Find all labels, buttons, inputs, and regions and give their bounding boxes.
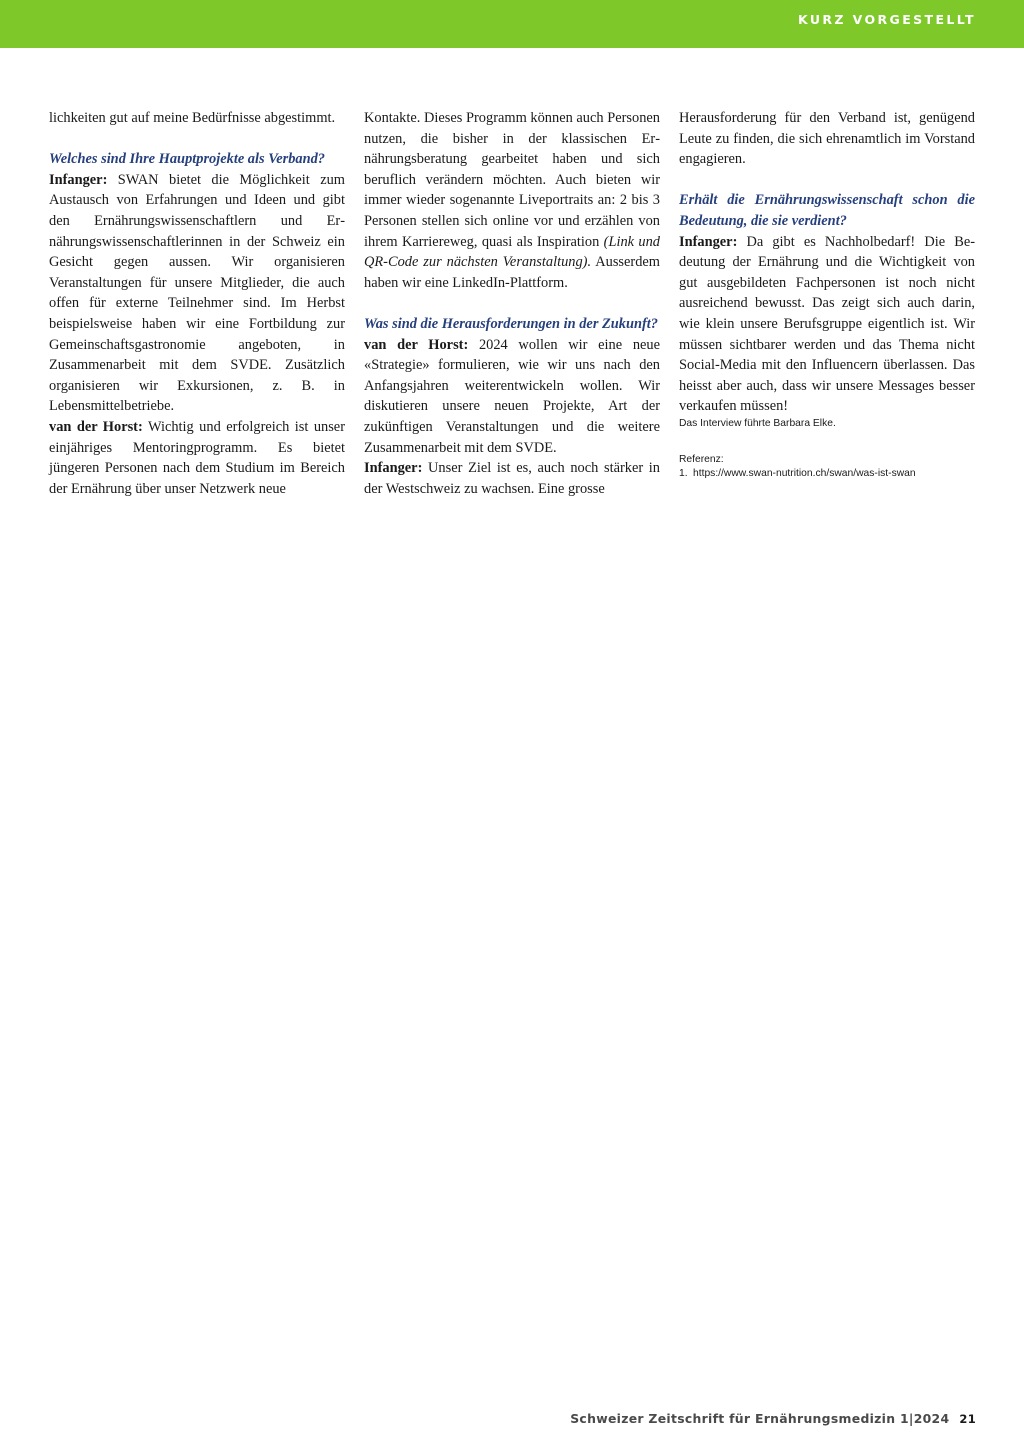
answer-text: Unser Ziel ist es, auch noch stärker in der Westschweiz zu wachsen. Eine grosse <box>364 460 660 497</box>
interview-question: Welches sind Ihre Hauptprojekte als Verband? <box>49 151 325 168</box>
answer-paragraph <box>49 417 345 499</box>
journal-title: Schweizer Zeitschrift für Ernährungsmedizin 1|2024 <box>570 1411 950 1426</box>
paragraph <box>364 108 660 293</box>
paragraph-text: Ausserdem haben wir eine LinkedIn-Plattform. <box>364 254 660 291</box>
speaker-name: van der Horst: <box>364 336 469 353</box>
answer-paragraph <box>364 458 660 499</box>
page-number: 21 <box>959 1412 976 1426</box>
reference-link[interactable]: https://www.swan-nutrition.ch/swan/was-ist-swan <box>693 467 916 479</box>
speaker-name: Infanger: <box>679 233 738 250</box>
interview-question: Erhält die Ernährungswissenschaft schon die Bedeutung, die sie verdient? <box>679 192 975 229</box>
answer-text: 2024 wollen wir eine neue «Strategie» formulieren, wie wir uns nach den Anfangsjahren weiterentwickeln wollen. Wir diskutieren unsere neuen Projekte, Art der zukünftigen Veranstaltungen und die weitere Zusammenarbeit mit dem SVDE. <box>364 336 660 456</box>
references <box>679 453 975 481</box>
answer-paragraph <box>364 335 660 459</box>
paragraph: lichkeiten gut auf meine Bedürfnisse abgestimmt. <box>49 110 336 126</box>
header-bar <box>0 0 1024 48</box>
speaker-name: Infanger: <box>49 171 108 188</box>
answer-paragraph <box>679 232 975 417</box>
reference-item <box>679 467 975 481</box>
references-title: Referenz: <box>679 453 724 465</box>
text-column-2 <box>364 108 660 499</box>
paragraph-italic: (Link und QR-Code zur nächsten Veranstaltung). <box>364 233 660 271</box>
answer-text: Wichtig und erfolgreich ist unser einjähriges Mentoringprogramm. Es bietet jüngeren Personen nach dem Studium im Bereich der Ernährung über unser Netzwerk neue <box>49 418 345 497</box>
speaker-name: Infanger: <box>364 460 423 477</box>
page-footer <box>570 1411 976 1426</box>
paragraph-text: Kontakte. Dieses Programm können auch Personen nutzen, die bisher in der klassischen Ernährungsberatung gearbeitet haben und sich beruflich verändern möchten. Auch bieten wir immer wieder sogenannte Liveportraits an: 2 bis 3 Personen stellen sich online vor und erzählen von ihrem Karriereweg, quasi als Inspiration <box>364 110 660 250</box>
section-label: KURZ VORGESTELLT <box>797 12 976 27</box>
text-column-3 <box>679 108 975 481</box>
answer-text: Da gibt es Nachholbedarf! Die Bedeutung der Ernährung und die Wichtigkeit von gut ausgebildeten Fachpersonen ist noch nicht ausreichend bewusst. Das zeigt sich auch darin, wie klein unsere Berufsgruppe eigentlich ist. Wir müssen sichtbarer werden und das Thema nicht Social-Media mit den Influencern überlassen. Das heisst aber auch, dass wir unsere Messages besser verkaufen müssen! <box>679 233 975 415</box>
interview-question: Was sind die Herausforderungen in der Zukunft? <box>364 315 658 332</box>
reference-number: 1. <box>679 467 688 479</box>
interview-credit: Das Interview führte Barbara Elke. <box>679 417 836 429</box>
answer-text: SWAN bietet die Möglichkeit zum Austausch von Erfahrungen und Ideen und gibt den Ernährungswissenschaftlern und Ernährungswissenschaftlerinnen in der Schweiz ein Gesicht gegen aussen. Wir organisieren Veranstaltungen für unsere Mitglieder, die auch offen für externe Teilnehmer sind. Im Herbst beispielsweise haben wir eine Fortbildung zur Gemeinschaftsgastronomie angeboten, in Zusammenarbeit mit dem SVDE. Zusätzlich organisieren wir Exkursionen, z. B. in Lebensmittelbetriebe. <box>49 171 345 415</box>
text-column-1 <box>49 108 345 499</box>
answer-paragraph <box>49 170 345 417</box>
paragraph: Herausforderung für den Verband ist, genügend Leute zu finden, die sich ehrenamtlich im Vorstand engagieren. <box>679 110 975 168</box>
speaker-name: van der Horst: <box>49 418 143 435</box>
